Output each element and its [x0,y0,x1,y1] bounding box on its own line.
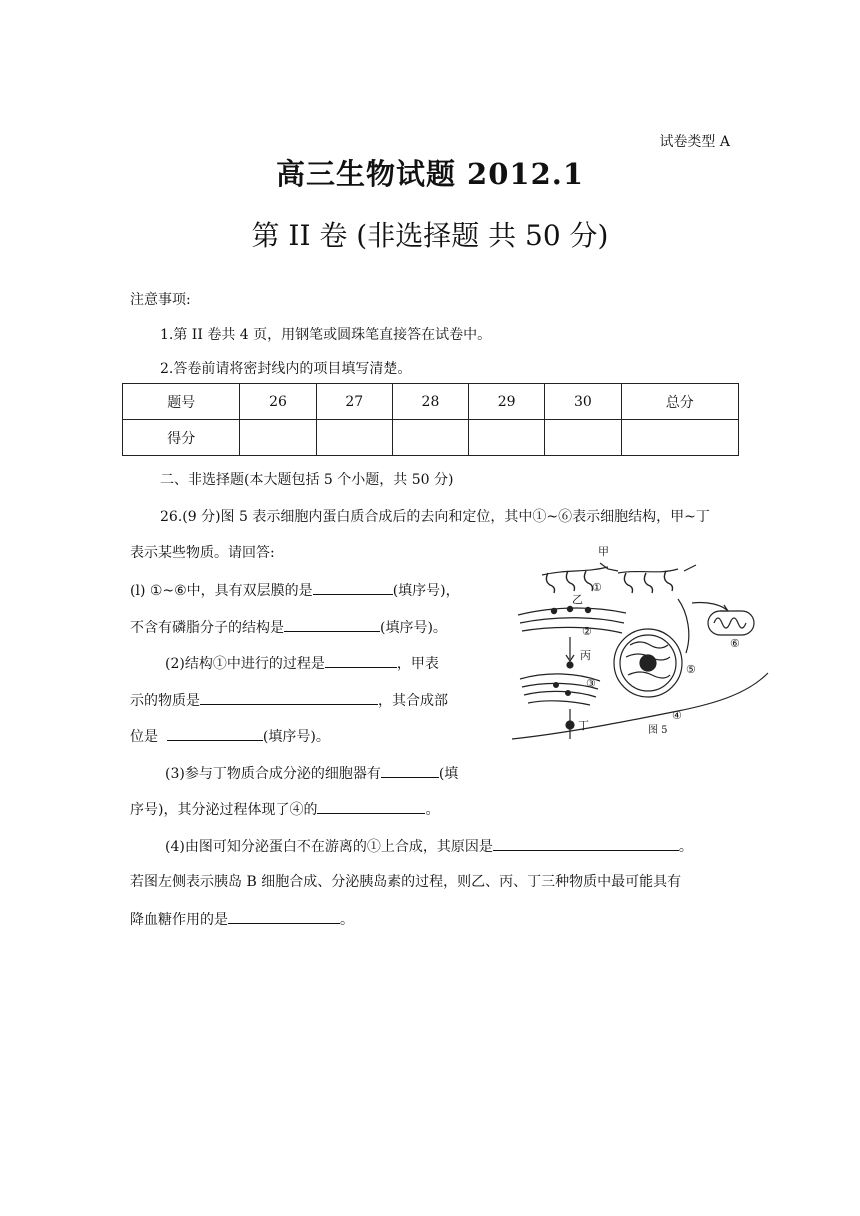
score-header-cell: 28 [392,384,468,420]
exam-title: 高三生物试题 2012.1 [275,157,585,191]
answer-blank[interactable] [493,836,679,851]
question-text: ，其合成部 [378,693,448,709]
question-text: 示的物质是 [130,693,200,709]
score-input-cell[interactable] [545,420,621,456]
question-text: 。 [340,912,354,928]
score-header-cell: 总分 [621,384,739,420]
answer-blank[interactable] [317,799,425,814]
mitochondrion [708,611,754,635]
figure-caption: 图 5 [648,725,668,736]
nucleus [614,629,682,697]
question-text: 。 [425,802,440,818]
score-input-cell[interactable] [316,420,392,456]
label-1: ① [592,581,602,594]
label-2: ② [582,625,592,638]
question-text: 。 [678,839,693,855]
label-yi: 乙 [572,593,583,606]
question-text: ，甲表 [396,656,439,672]
question-text: (填序号)。 [380,620,447,636]
question-text: 不含有磷脂分子的结构是 [130,620,284,636]
score-header-cell: 题号 [123,384,240,420]
exam-subtitle: 第 II 卷 (非选择题 共 50 分) [251,219,609,252]
score-input-cell[interactable] [392,420,468,456]
q26-intro-line-2: 表示某些物质。请回答: [130,545,275,561]
score-table-score-row [123,420,739,456]
question-text: (2)结构①中进行的过程是 [165,656,325,672]
q26-part-1-line-1 [130,580,460,601]
score-input-cell[interactable] [621,420,739,456]
score-input-cell[interactable] [469,420,545,456]
question-text: 位是 [130,729,158,745]
ribosome-group [546,571,672,593]
question-text: (4)由图可知分泌蛋白不在游离的①上合成，其原因是 [165,839,493,855]
answer-blank[interactable] [167,726,263,741]
q26-part-2-line-3 [130,726,330,747]
question-text: 降血糖作用的是 [130,912,228,928]
score-table-header-row [123,384,739,420]
q26-part-2-line-1 [165,653,439,674]
label-ding: 丁 [578,719,589,732]
question-text: (l) ①~⑥中，具有双层膜的是 [130,583,313,599]
question-text: (填序号)， [392,583,460,599]
answer-blank[interactable] [325,653,397,668]
answer-blank[interactable] [284,617,380,632]
answer-blank[interactable] [313,580,393,595]
score-input-cell[interactable] [240,420,316,456]
score-table [122,383,739,456]
paper-type-label: 试卷类型 A [659,134,730,150]
endoplasmic-reticulum [518,606,626,633]
question-text: 序号)，其分泌过程体现了④的 [130,802,318,818]
answer-blank[interactable] [381,763,439,778]
q26-part-4-line-1 [165,836,693,857]
score-header-cell: 29 [469,384,545,420]
label-4: ④ [672,709,682,722]
label-3: ③ [586,677,596,690]
q26-part-1-line-2 [130,617,447,638]
answer-blank[interactable] [228,909,340,924]
score-row-label: 得分 [123,420,240,456]
label-5: ⑤ [686,663,696,676]
label-jia: 甲 [598,545,609,558]
question-text: (3)参与丁物质合成分泌的细胞器有 [165,766,381,782]
answer-blank[interactable] [200,690,378,705]
figure-5-cell-diagram [508,543,770,755]
score-header-cell: 27 [316,384,392,420]
label-bing: 丙 [580,649,591,662]
question-text: (填序号)。 [262,729,330,745]
q26-intro-line-1: 26.(9 分)图 5 表示细胞内蛋白质合成后的去向和定位，其中①~⑥表示细胞结构，甲~丁 [160,509,710,525]
score-header-cell: 26 [240,384,316,420]
score-header-cell: 30 [545,384,621,420]
notes-item-2: 2.答卷前请将密封线内的项目填写清楚。 [160,361,412,377]
section-2-heading: 二、非选择题(本大题包括 5 个小题，共 50 分) [160,472,454,488]
label-6: ⑥ [730,637,740,650]
q26-part-4-line-3 [130,909,354,930]
notes-item-1: 1.第 II 卷共 4 页，用钢笔或圆珠笔直接答在试卷中。 [160,327,492,343]
q26-part-2-line-2 [130,690,448,711]
q26-part-3-line-1 [165,763,458,784]
question-text: (填 [438,766,459,782]
q26-part-4-line-2: 若图左侧表示胰岛 B 细胞合成、分泌胰岛素的过程，则乙、丙、丁三种物质中最可能具有 [130,874,682,890]
mrna-strand [542,567,608,575]
q26-part-3-line-2 [130,799,439,820]
notes-heading: 注意事项: [130,292,191,308]
